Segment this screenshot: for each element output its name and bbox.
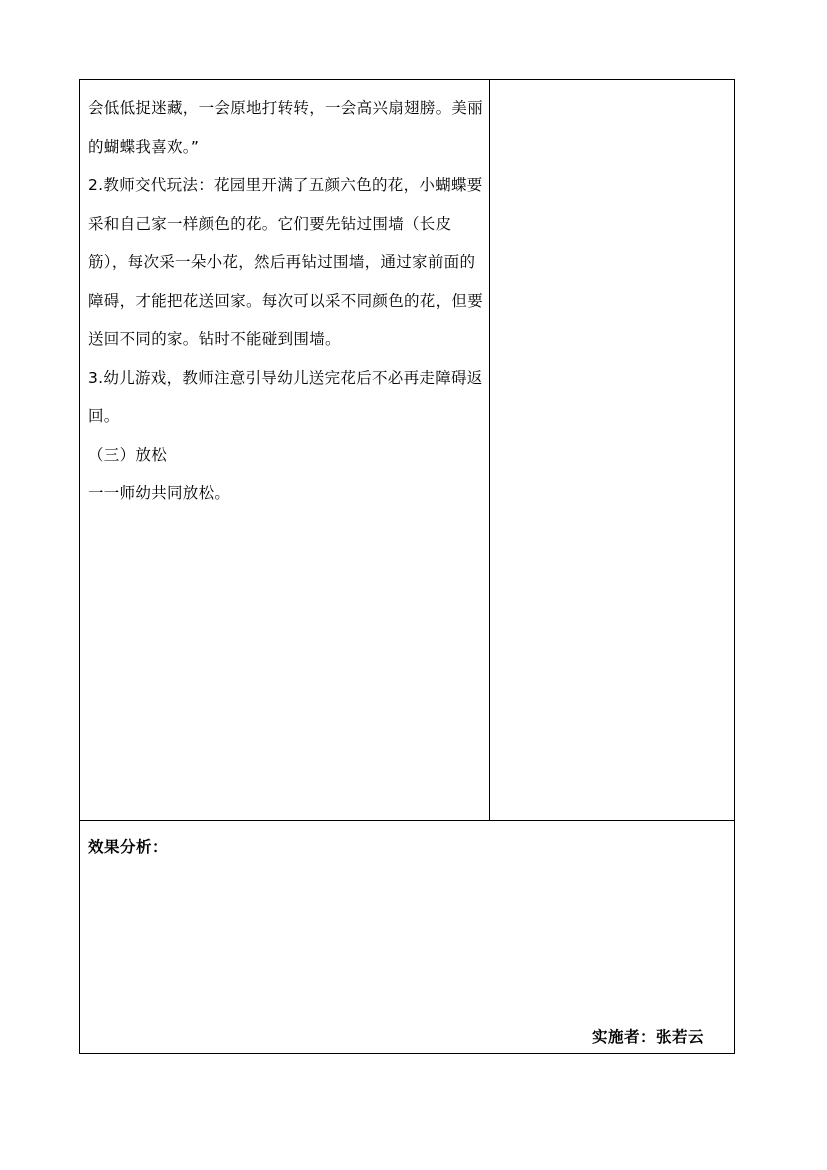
- analysis-row: [80, 821, 734, 1053]
- activity-paragraph-3: 3.幼儿游戏，教师注意引导幼儿送完花后不必再走障碍返回。: [88, 368, 483, 425]
- activity-section-heading: （三）放松: [88, 445, 168, 464]
- activity-paragraph-1: 会低低捉迷藏，一会原地打转转，一会高兴扇翅膀。美丽的蝴蝶我喜欢。”: [88, 99, 484, 156]
- activity-paragraph-2: 2.教师交代玩法：花园里开满了五颜六色的花，小蝴蝶要采和自己家一样颜色的花。它们要先钻过围墙（长皮筋），每次采一朵小花，然后再钻过围墙，通过家前面的障碍，才能把花送回家。每次可以采不同颜色的花，但要送回不同的家。钻时不能碰到围墙。: [88, 176, 484, 348]
- activity-row: [80, 80, 734, 821]
- activity-content-cell: [80, 80, 490, 820]
- activity-paragraph-4: 一一师幼共同放松。: [88, 484, 231, 502]
- notes-cell: [491, 80, 734, 820]
- lesson-plan-table: [79, 79, 735, 1054]
- analysis-label: 效果分析：: [88, 838, 169, 856]
- implementer-signature: 实施者：张若云: [591, 1028, 704, 1046]
